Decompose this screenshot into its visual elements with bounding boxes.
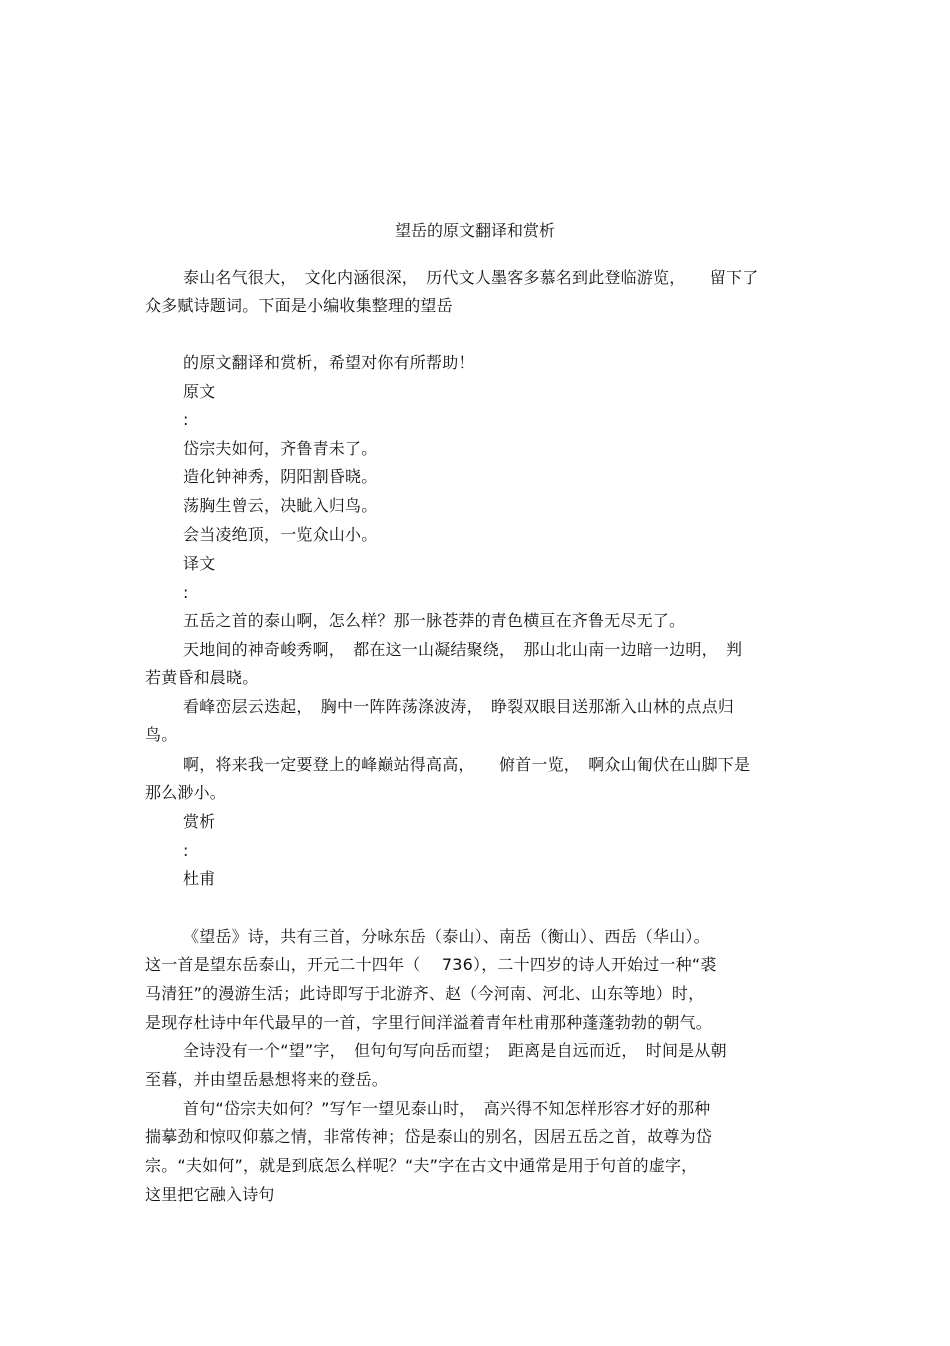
poem-line: 岱宗夫如何，齐鲁青未了。	[183, 439, 378, 458]
section-colon: :	[183, 841, 189, 860]
appreciation-line: 至暮，并由望岳悬想将来的登岳。	[145, 1070, 389, 1089]
intro-line: 泰山名气很大， 文化内涵很深， 历代文人墨客多慕名到此登临游览， 留下了	[183, 268, 759, 287]
appreciation-line: 揣摹劲和惊叹仰慕之情，非常传神；岱是泰山的别名，因居五岳之首，故尊为岱	[145, 1127, 713, 1146]
translation-line: 看峰峦层云迭起， 胸中一阵阵荡涤波涛， 睁裂双眼目送那渐入山林的点点归	[183, 697, 735, 716]
appreciation-line: 这里把它融入诗句	[145, 1185, 275, 1204]
section-heading-appreciation: 赏析	[183, 812, 216, 831]
appreciation-line: 是现存杜诗中年代最早的一首，字里行间洋溢着青年杜甫那种蓬蓬勃勃的朝气。	[145, 1013, 713, 1032]
intro-line: 众多赋诗题词。下面是小编收集整理的望岳	[145, 296, 453, 315]
section-colon: :	[183, 410, 189, 429]
translation-line: 那么渺小。	[145, 783, 227, 802]
section-colon: :	[183, 583, 189, 602]
poem-line: 造化钟神秀，阴阳割昏晓。	[183, 467, 378, 486]
appreciation-line: 首句“岱宗夫如何？”写乍一望见泰山时， 高兴得不知怎样形容才好的那种	[183, 1099, 711, 1118]
section-heading-original: 原文	[183, 382, 216, 401]
appreciation-line: 宗。“夫如何”，就是到底怎么样呢？“夫”字在古文中通常是用于句首的虚字，	[145, 1156, 698, 1175]
translation-line: 啊，将来我一定要登上的峰巅站得高高， 俯首一览， 啊众山匍伏在山脚下是	[183, 755, 751, 774]
intro-line: 的原文翻译和赏析，希望对你有所帮助！	[183, 353, 475, 372]
translation-line: 鸟。	[145, 725, 178, 744]
author-name: 杜甫	[183, 869, 216, 888]
appreciation-line: 马清狂”的漫游生活；此诗即写于北游齐、赵（今河南、河北、山东等地）时，	[145, 984, 705, 1003]
appreciation-line: 这一首是望东岳泰山，开元二十四年（ 736），二十四岁的诗人开始过一种“裘	[145, 955, 717, 974]
translation-line: 天地间的神奇峻秀啊， 都在这一山凝结聚绕， 那山北山南一边暗一边明， 判	[183, 640, 743, 659]
poem-line: 荡胸生曾云，决眦入归鸟。	[183, 496, 378, 515]
document-title: 望岳的原文翻译和赏析	[394, 221, 555, 240]
translation-line: 若黄昏和晨晓。	[145, 668, 259, 687]
translation-line: 五岳之首的泰山啊，怎么样？那一脉苍莽的青色横亘在齐鲁无尽无了。	[183, 611, 686, 630]
poem-line: 会当凌绝顶，一览众山小。	[183, 525, 378, 544]
appreciation-line: 《望岳》诗，共有三首，分咏东岳（泰山）、南岳（衡山）、西岳（华山）。	[183, 927, 710, 946]
section-heading-translation: 译文	[183, 554, 216, 573]
appreciation-line: 全诗没有一个“望”字， 但句句写向岳而望； 距离是自远而近， 时间是从朝	[183, 1041, 727, 1060]
